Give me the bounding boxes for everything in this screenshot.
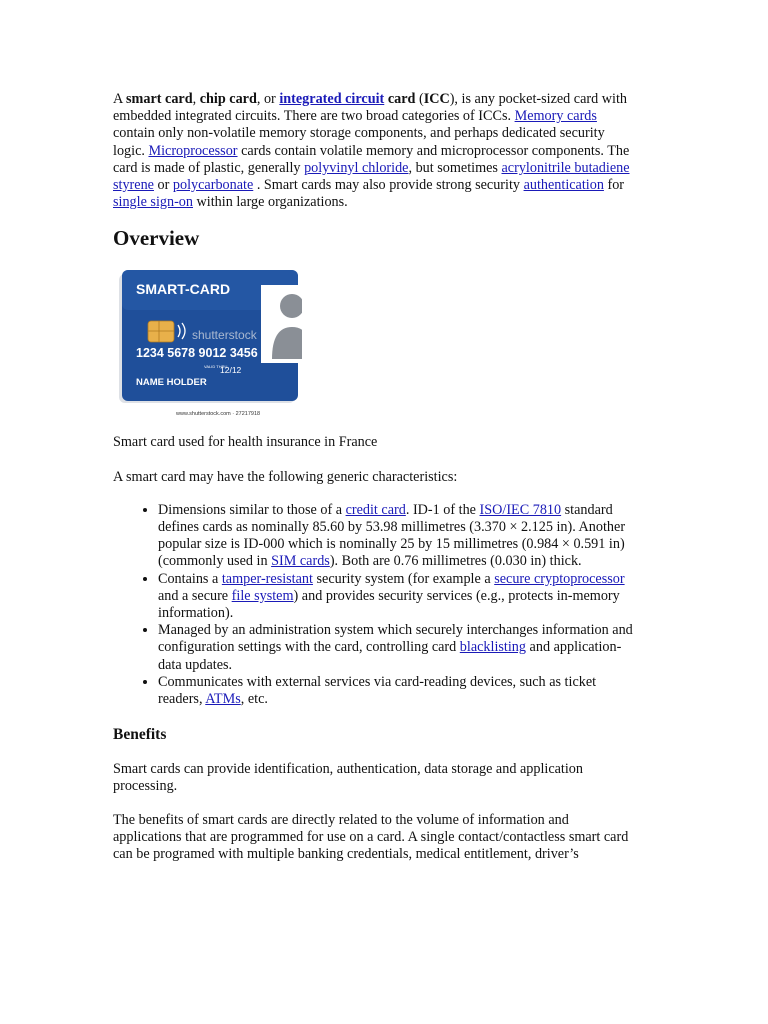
card-number-text: 1234 5678 9012 3456	[136, 346, 258, 361]
expiry-text: 12/12	[220, 365, 242, 376]
link-polycarbonate[interactable]: polycarbonate	[172, 177, 254, 194]
term-card: card	[387, 91, 416, 107]
watermark-text: shutterstock	[192, 328, 257, 343]
overview-heading: Overview	[113, 226, 200, 251]
link-credit-card[interactable]: credit card	[345, 501, 406, 518]
link-microprocessor[interactable]: Microprocessor	[148, 142, 238, 159]
link-polyvinyl-chloride[interactable]: polyvinyl chloride	[304, 159, 409, 176]
intro-paragraph: A smart card, chip card, or integrated circuit card (ICC), is any pocket-sized card with embedded integrated circuits. There are two broad categories of ICCs. Memory cards contain only non-volatile memory storage components, and perhaps dedicated security logic. Microprocessor cards contain volatile memory and microprocessor components. The card is made of plastic, generally polyvinyl chloride, but sometimes acrylonitrile butadiene styrene or polycarbonate . Smart cards may also provide strong security authentication for single sign-on within large organizations.	[113, 91, 630, 211]
term-smart-card: smart card	[126, 91, 193, 107]
link-iso-iec-7810[interactable]: ISO/IEC 7810	[479, 501, 562, 518]
benefits-heading: Benefits	[113, 726, 167, 744]
smart-card-image	[112, 265, 302, 422]
characteristics-list	[113, 502, 638, 708]
link-secure-cryptoprocessor[interactable]: secure cryptoprocessor	[494, 570, 625, 587]
document-body	[113, 91, 638, 879]
link-single-sign-on[interactable]: single sign-on	[113, 194, 193, 211]
term-chip-card: chip card	[199, 91, 257, 107]
card-title-text: SMART-CARD	[136, 281, 231, 298]
link-acrylonitrile-butadiene-styrene[interactable]: acrylonitrile butadiene styrene	[113, 159, 630, 194]
list-item: • Dimensions similar to those of a credit card. ID-1 of the ISO/IEC 7810 standard defines cards as nominally 85.60 by 53.98 millimetres (3.370 × 2.125 in). Another popular size is ID-000 which is nominally 25 by 15 millimetres (0.984 × 0.591 in) (commonly used in SIM cards). Both are 0.76 millimetres (0.030 in) thick.	[158, 502, 638, 571]
valid-thru-label: VALID THRU	[204, 364, 228, 370]
characteristics-lead: A smart card may have the following generic characteristics:	[113, 468, 458, 485]
link-blacklisting[interactable]: blacklisting	[459, 639, 526, 656]
link-memory-cards[interactable]: Memory cards	[514, 108, 597, 125]
benefits-paragraph-2: The benefits of smart cards are directly related to the volume of information and applications that are programmed for use on a card. A single contact/contactless smart card can be programed with multiple banking credentials, medical entitlement, driver’s	[113, 811, 629, 863]
image-credit-text: www.shutterstock.com · 27217918	[176, 411, 261, 418]
term-icc: ICC	[423, 91, 450, 107]
chip-icon	[148, 321, 174, 342]
list-item: • Contains a tamper-resistant security system (for example a secure cryptoprocessor and a secure file system) and provides security services (e.g., protects in-memory information).	[158, 571, 638, 623]
link-authentication[interactable]: authentication	[523, 177, 604, 194]
list-item: • Managed by an administration system which securely interchanges information and configuration settings with the card, controlling card blacklisting and application-data updates.	[158, 622, 638, 674]
link-atms[interactable]: ATMs	[205, 691, 241, 708]
benefits-paragraph-1: Smart cards can provide identification, authentication, data storage and application processing.	[113, 761, 583, 795]
card-holder-text: NAME HOLDER	[136, 377, 207, 389]
link-tamper-resistant[interactable]: tamper-resistant	[221, 570, 313, 587]
smart-card-illustration	[112, 265, 302, 422]
link-integrated-circuit[interactable]: integrated circuit	[279, 91, 385, 107]
link-sim-cards[interactable]: SIM cards	[271, 553, 330, 570]
image-caption: Smart card used for health insurance in France	[113, 434, 378, 451]
list-item: • Communicates with external services via card-reading devices, such as ticket readers, ATMs, etc.	[158, 674, 638, 708]
link-file-system[interactable]: file system	[231, 587, 294, 604]
